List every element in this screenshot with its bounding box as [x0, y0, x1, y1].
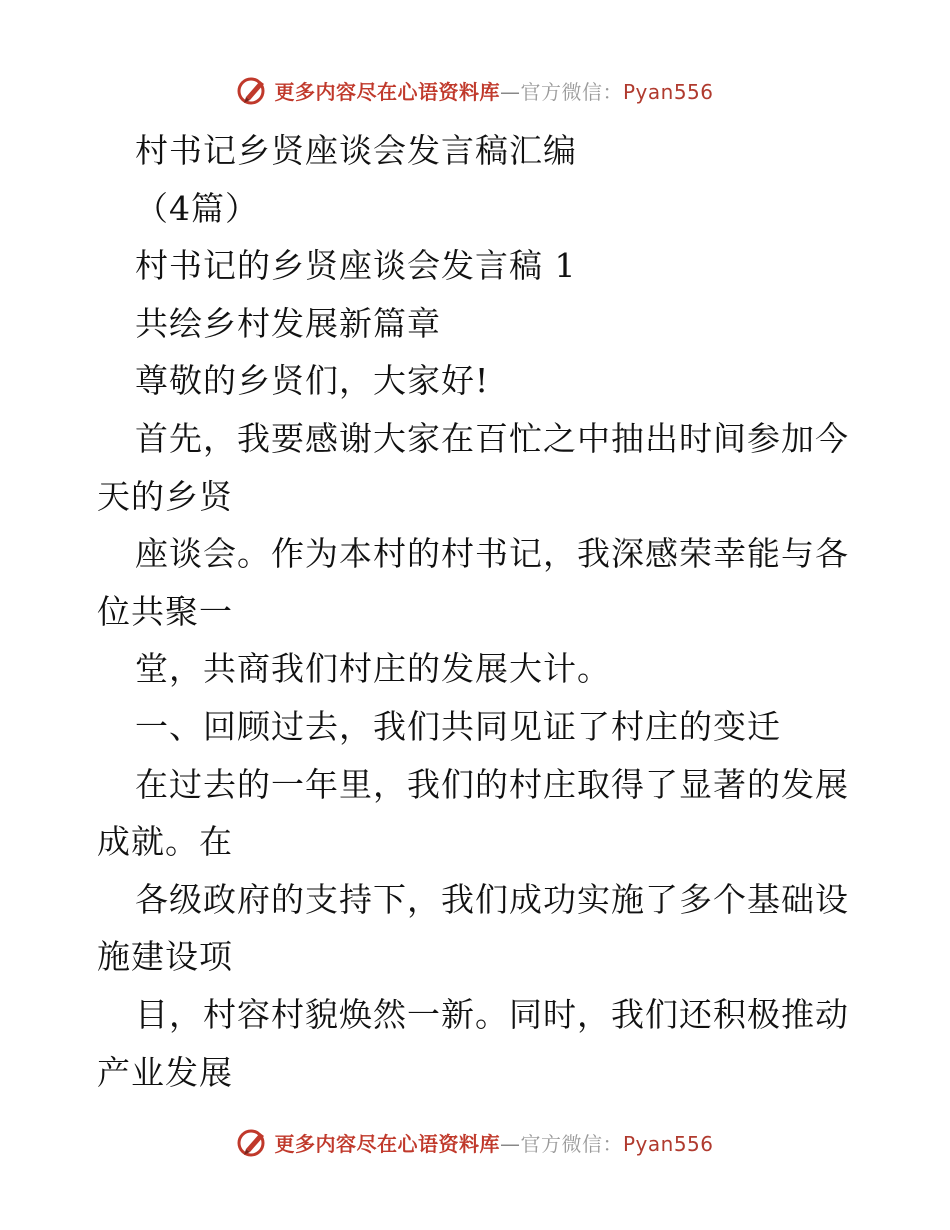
- text-line: 在过去的一年里，我们的村庄取得了显著的发展: [135, 764, 849, 804]
- text-line: 一、回顾过去，我们共同见证了村庄的变迁: [135, 706, 781, 746]
- text-line: 堂，共商我们村庄的发展大计。: [135, 649, 611, 689]
- text-line: 村书记的乡贤座谈会发言稿 1: [135, 246, 577, 286]
- footer-watermark: [0, 1122, 950, 1162]
- text-line: 天的乡贤: [97, 476, 233, 516]
- text-line: 产业发展: [97, 1052, 233, 1092]
- watermark-dash: —: [499, 1131, 521, 1156]
- text-line: 尊敬的乡贤们，大家好!: [135, 361, 490, 401]
- watermark-text: [274, 1128, 713, 1157]
- watermark-id: Pyan556: [622, 79, 714, 104]
- text-line: 共绘乡村发展新篇章: [135, 303, 441, 343]
- watermark-id: Pyan556: [622, 1131, 714, 1156]
- header-watermark: [0, 70, 950, 110]
- text-line: 施建设项: [97, 937, 233, 977]
- pen-logo-icon: [236, 73, 270, 107]
- text-line: 位共聚一: [97, 591, 233, 631]
- watermark-sub: 官方微信：: [520, 79, 623, 104]
- watermark-main: 更多内容尽在心语资料库: [274, 79, 500, 104]
- text-line: 座谈会。作为本村的村书记，我深感荣幸能与各: [135, 534, 849, 574]
- watermark-dash: —: [499, 79, 521, 104]
- watermark-text: [274, 76, 713, 105]
- text-line: 各级政府的支持下，我们成功实施了多个基础设: [135, 879, 849, 919]
- text-line: 成就。在: [97, 822, 233, 862]
- text-line: 村书记乡贤座谈会发言稿汇编: [135, 131, 577, 170]
- text-line: （4篇）: [135, 188, 259, 228]
- text-line: 目，村容村貌焕然一新。同时，我们还积极推动: [135, 994, 849, 1034]
- document-body: [97, 122, 867, 1101]
- watermark-sub: 官方微信：: [520, 1131, 623, 1156]
- pen-logo-icon: [236, 1125, 270, 1159]
- watermark-main: 更多内容尽在心语资料库: [274, 1131, 500, 1156]
- text-line: 首先，我要感谢大家在百忙之中抽出时间参加今: [135, 418, 849, 458]
